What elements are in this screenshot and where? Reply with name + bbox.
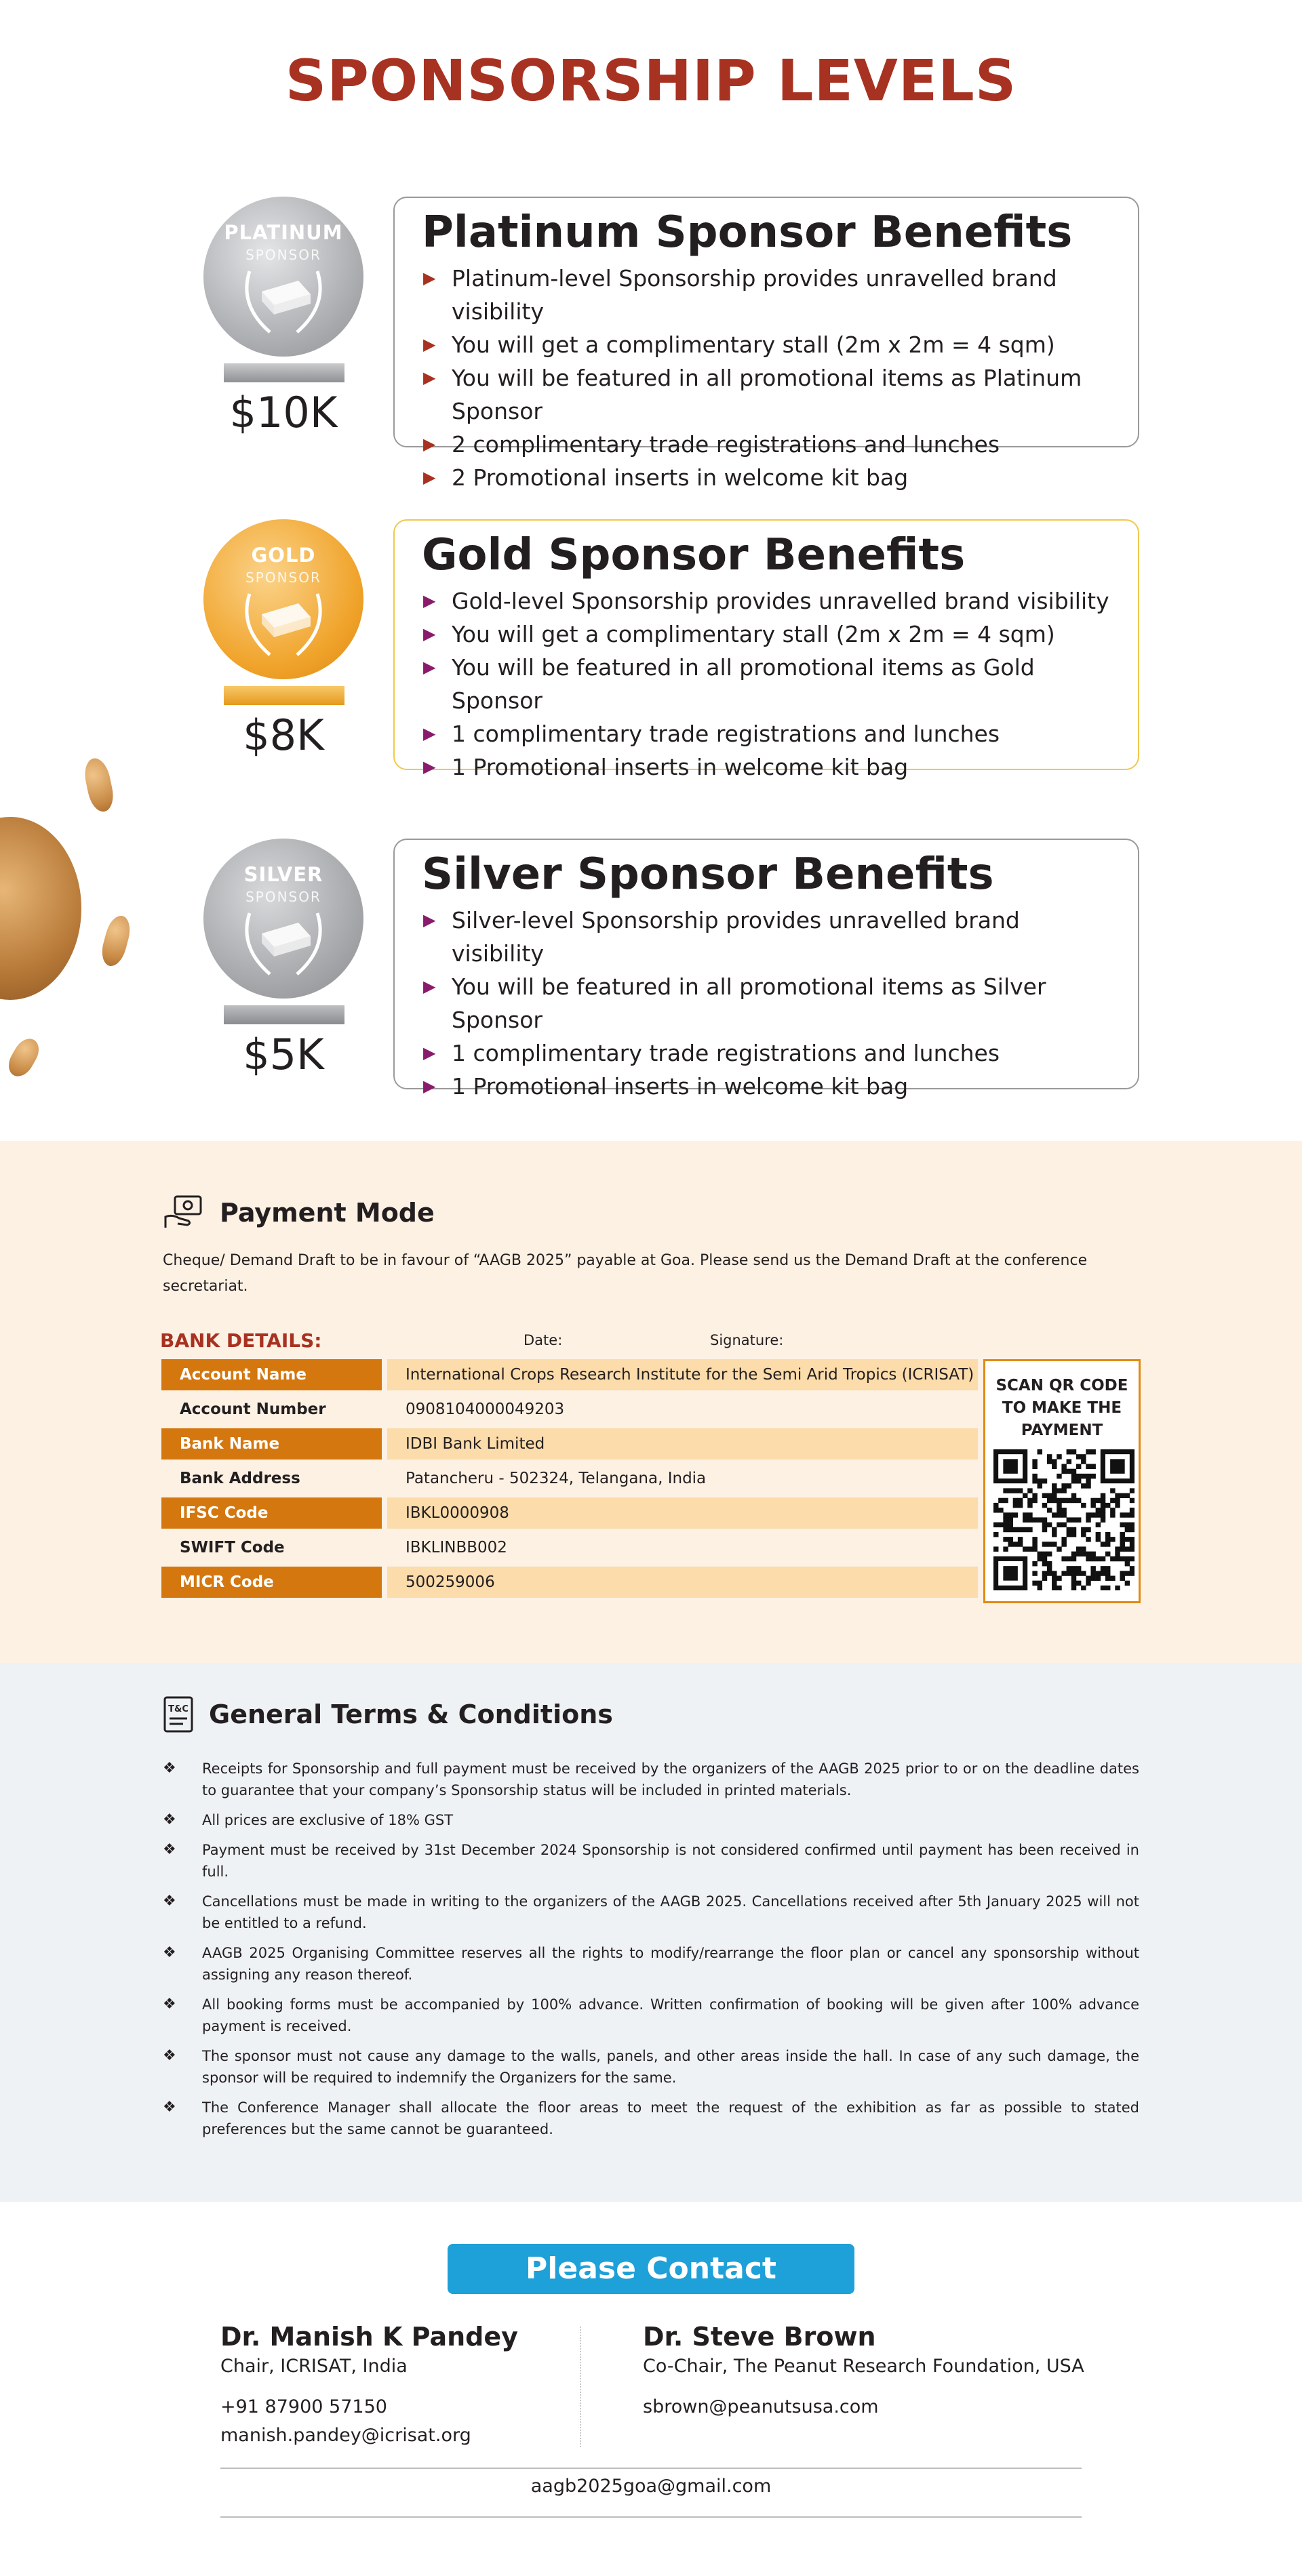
medal-title: GOLD [251,544,316,567]
medal-bar [224,1005,344,1024]
bank-details-label: BANK DETAILS: [160,1329,322,1352]
contact-name: Dr. Manish K Pandey [220,2322,518,2352]
contact-name: Dr. Steve Brown [643,2322,876,2352]
signature-label: Signature: [710,1332,784,1348]
list-item: ▶ You will be featured in all promotional items as Gold Sponsor [422,651,1111,717]
contact-info [643,2393,1084,2421]
medal-subtitle: SPONSOR [245,889,321,905]
bank-value: IDBI Bank Limited [387,1428,978,1460]
benefits-heading: Gold Sponsor Benefits [422,530,966,580]
arrow-right-icon: ▶ [423,268,436,287]
bank-details-table [161,1359,978,1601]
laurel-bar-icon [236,906,331,981]
arrow-right-icon: ▶ [423,724,436,743]
list-item: ❖ All prices are exclusive of 18% GST [163,1809,1139,1831]
bank-key: Account Name [161,1359,382,1390]
payment-description: Cheque/ Demand Draft to be in favour of “AAGB 2025” payable at Goa. Please send us the Demand Draft at the conference secretariat. [163,1252,1088,1295]
platinum-price: $10K [229,388,338,437]
medal-title: SILVER [243,863,323,886]
laurel-bar-icon [236,264,331,339]
medal-title: PLATINUM [224,221,343,244]
list-item: ❖ Cancellations must be made in writing to the organizers of the AAGB 2025. Cancellations received after 5th January 2025 will not be entitled to a refund. [163,1891,1139,1934]
diamond-bullet-icon: ❖ [163,1893,176,1910]
gold-tier [203,519,1139,780]
peanut-bowl-image [0,817,81,1000]
list-item: ▶ 2 Promotional inserts in welcome kit bag [422,461,1111,494]
medal-subtitle: SPONSOR [245,569,321,586]
table-row [161,1359,978,1390]
cash-hand-icon [163,1194,205,1232]
diamond-bullet-icon: ❖ [163,1996,176,2013]
gold-medal-icon [203,519,363,679]
benefits-heading: Platinum Sponsor Benefits [422,207,1073,258]
list-item: ❖ AAGB 2025 Organising Committee reserves all the rights to modify/rearrange the floor plan or cancel any sponsorship without assigning any reason thereof. [163,1942,1139,1986]
list-item: ▶ 2 complimentary trade registrations and lunches [422,428,1111,461]
peanut-image [81,756,117,814]
platinum-tier [203,197,1139,491]
diamond-bullet-icon: ❖ [163,2047,176,2064]
terms-heading: General Terms & Conditions [209,1699,613,1729]
svg-text:T&C: T&C [168,1704,189,1714]
bank-value: 500259006 [387,1567,978,1598]
contact-phone[interactable]: +91 87900 57150 [220,2396,387,2417]
list-item: ❖ The sponsor must not cause any damage to the walls, panels, and other areas inside the hall. In case of any such damage, the sponsor will be required to indemnify the Organizers for the same. [163,2045,1139,2089]
bank-key: Account Number [180,1401,326,1418]
bank-key: SWIFT Code [180,1539,285,1556]
arrow-right-icon: ▶ [423,468,436,487]
arrow-right-icon: ▶ [423,1076,436,1095]
date-label: Date: [524,1332,563,1348]
list-item: ▶ 1 complimentary trade registrations and lunches [422,717,1111,750]
table-row [161,1532,978,1563]
contact-chair [220,2322,518,2450]
table-row [161,1428,978,1460]
qr-code-box [983,1359,1141,1603]
arrow-right-icon: ▶ [423,591,436,610]
list-item: ▶ You will get a complimentary stall (2m x 2m = 4 sqm) [422,618,1111,651]
arrow-right-icon: ▶ [423,658,436,677]
contact-divider [580,2327,581,2447]
table-row [161,1497,978,1529]
qr-instruction: SCAN QR CODE TO MAKE THE PAYMENT [995,1377,1128,1439]
silver-benefits-box [393,839,1139,1100]
terms-section [0,1663,1302,2202]
list-item: ▶ 1 complimentary trade registrations and lunches [422,1037,1111,1070]
medal-bar [224,363,344,382]
bank-key: MICR Code [161,1567,382,1598]
arrow-right-icon: ▶ [423,757,436,776]
table-row [161,1463,978,1494]
bank-value: IBKLINBB002 [406,1539,507,1556]
please-contact-button[interactable]: Please Contact [448,2244,854,2294]
page-title: SPONSORSHIP LEVELS [285,47,1017,114]
arrow-right-icon: ▶ [423,335,436,354]
peanut-image [3,1034,43,1081]
list-item: ❖ The Conference Manager shall allocate the floor areas to meet the request of the exhibition as far as possible to stated preferences but the same cannot be guaranteed. [163,2097,1139,2140]
arrow-right-icon: ▶ [423,1043,436,1062]
tc-document-icon [163,1695,194,1733]
payment-header [163,1194,435,1232]
gold-benefits-box [393,519,1139,780]
benefits-list [422,584,1111,784]
contact-info [220,2393,518,2450]
bank-key: Bank Name [161,1428,382,1460]
list-item: ❖ Receipts for Sponsorship and full payment must be received by the organizers of the AAGB 2025 prior to or on the deadline dates to guarantee that your company’s Sponsorship status will be included in printed materials. [163,1758,1139,1801]
list-item: ▶ Platinum-level Sponsorship provides unravelled brand visibility [422,262,1111,328]
divider-line [220,2468,1082,2469]
qr-code-image [993,1449,1135,1590]
medal-subtitle: SPONSOR [245,247,321,263]
peanut-image [98,913,134,969]
diamond-bullet-icon: ❖ [163,1760,176,1777]
bank-key: Bank Address [180,1470,300,1487]
gold-price: $8K [243,710,324,760]
diamond-bullet-icon: ❖ [163,1811,176,1828]
list-item: ▶ You will be featured in all promotional items as Platinum Sponsor [422,361,1111,428]
contact-email-link[interactable]: manish.pandey@icrisat.org [220,2425,471,2446]
bank-value: International Crops Research Institute for the Semi Arid Tropics (ICRISAT) [387,1359,978,1390]
table-row [161,1567,978,1598]
arrow-right-icon: ▶ [423,977,436,996]
benefits-heading: Silver Sponsor Benefits [422,849,994,900]
arrow-right-icon: ▶ [423,624,436,643]
bank-value: Patancheru - 502324, Telangana, India [406,1470,707,1487]
contact-role: Chair, ICRISAT, India [220,2356,408,2377]
list-item: ▶ You will be featured in all promotional items as Silver Sponsor [422,970,1111,1037]
list-item: ▶ You will get a complimentary stall (2m x 2m = 4 sqm) [422,328,1111,361]
payment-section [0,1141,1302,1663]
diamond-bullet-icon: ❖ [163,2099,176,2116]
contact-email-link[interactable]: sbrown@peanutsusa.com [643,2396,879,2417]
terms-list [163,1758,1139,2148]
benefits-list [422,262,1111,494]
arrow-right-icon: ▶ [423,368,436,387]
terms-header [163,1695,613,1733]
divider-line [220,2516,1082,2518]
silver-tier [203,839,1139,1100]
diamond-bullet-icon: ❖ [163,1944,176,1961]
list-item: ▶ 1 Promotional inserts in welcome kit bag [422,750,1111,784]
list-item: ▶ Silver-level Sponsorship provides unravelled brand visibility [422,904,1111,970]
payment-heading: Payment Mode [220,1198,435,1228]
platinum-benefits-box [393,197,1139,491]
list-item: ❖ All booking forms must be accompanied by 100% advance. Written confirmation of booking will be given after 100% advance payment is received. [163,1994,1139,2037]
footer-email-link[interactable]: aagb2025goa@gmail.com [530,2476,772,2497]
benefits-list [422,904,1111,1103]
arrow-right-icon: ▶ [423,910,436,929]
list-item: ▶ Gold-level Sponsorship provides unravelled brand visibility [422,584,1111,618]
platinum-medal-icon [203,197,363,357]
silver-price: $5K [243,1030,324,1079]
laurel-bar-icon [236,587,331,662]
silver-medal-icon [203,839,363,999]
arrow-right-icon: ▶ [423,435,436,454]
contact-co-chair [643,2322,1084,2421]
medal-bar [224,686,344,705]
bank-value: IBKL0000908 [387,1497,978,1529]
bank-key: IFSC Code [161,1497,382,1529]
diamond-bullet-icon: ❖ [163,1841,176,1858]
contact-role: Co-Chair, The Peanut Research Foundation, USA [643,2356,1084,2377]
table-row [161,1394,978,1425]
list-item: ▶ 1 Promotional inserts in welcome kit bag [422,1070,1111,1103]
bank-value: 0908104000049203 [406,1401,565,1418]
list-item: ❖ Payment must be received by 31st December 2024 Sponsorship is not considered confirmed until payment has been received in full. [163,1839,1139,1883]
